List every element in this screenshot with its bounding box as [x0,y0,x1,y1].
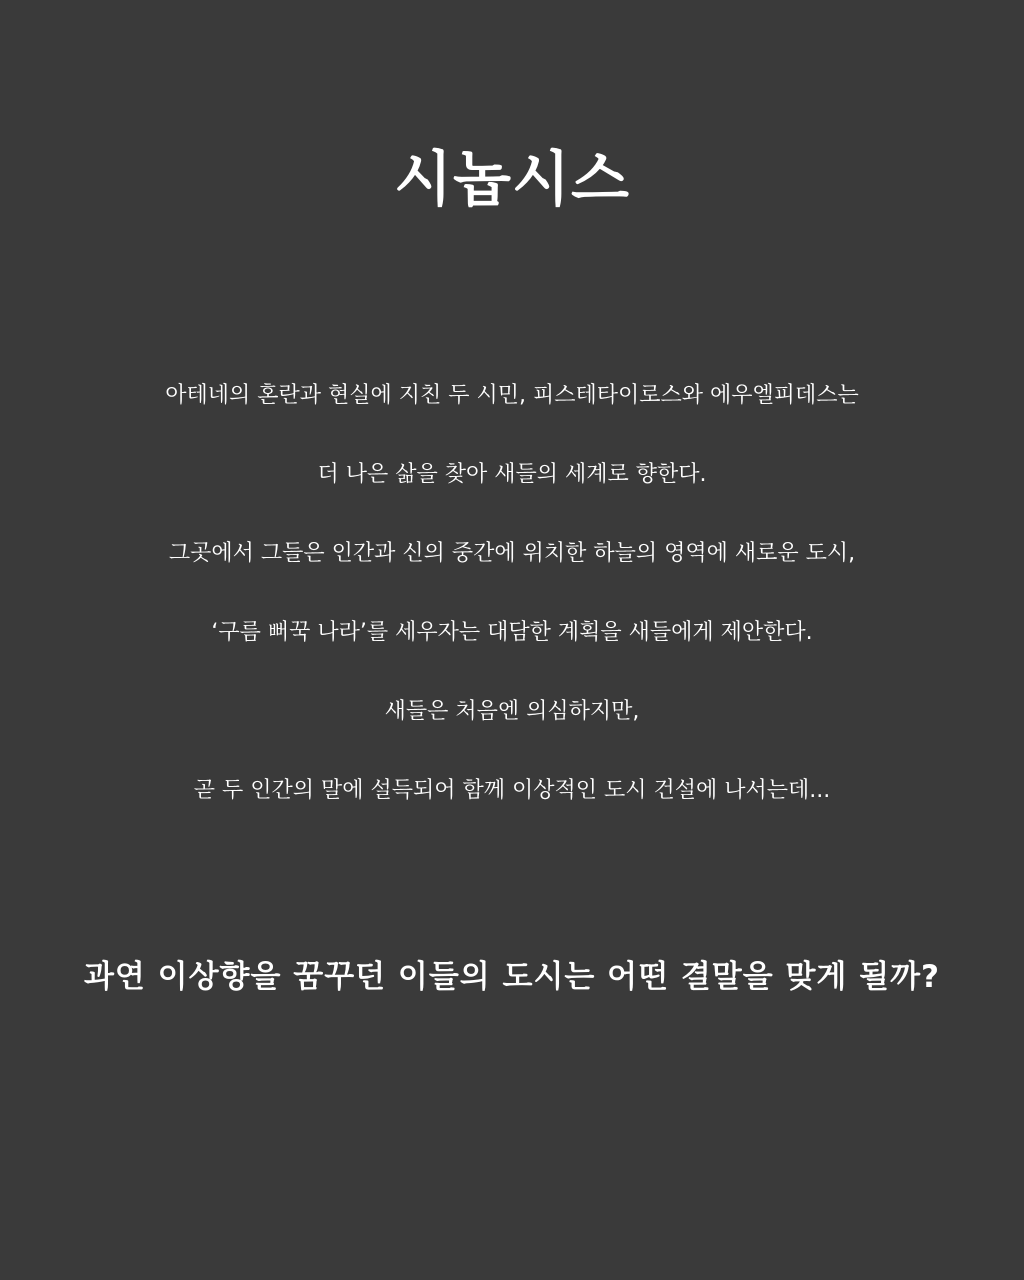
synopsis-line: 그곳에서 그들은 인간과 신의 중간에 위치한 하늘의 영역에 새로운 도시, [168,541,856,566]
closing-question: 과연 이상향을 꿈꾸던 이들의 도시는 어떤 결말을 맞게 될까? [83,959,941,995]
synopsis-line: ‘구름 뻐꾹 나라’를 세우자는 대담한 계획을 새들에게 제안한다. [211,620,813,645]
synopsis-line: 새들은 처음엔 의심하지만, [384,699,640,724]
page-title: 시놉시스 [394,145,630,215]
synopsis-line: 더 나은 삶을 찾아 새들의 세계로 향한다. [317,462,707,487]
synopsis-line: 곧 두 인간의 말에 설득되어 함께 이상적인 도시 건설에 나서는데... [193,778,831,803]
synopsis-line: 아테네의 혼란과 현실에 지친 두 시민, 피스테타이로스와 에우엘피데스는 [165,383,859,408]
synopsis-body [0,374,1024,848]
